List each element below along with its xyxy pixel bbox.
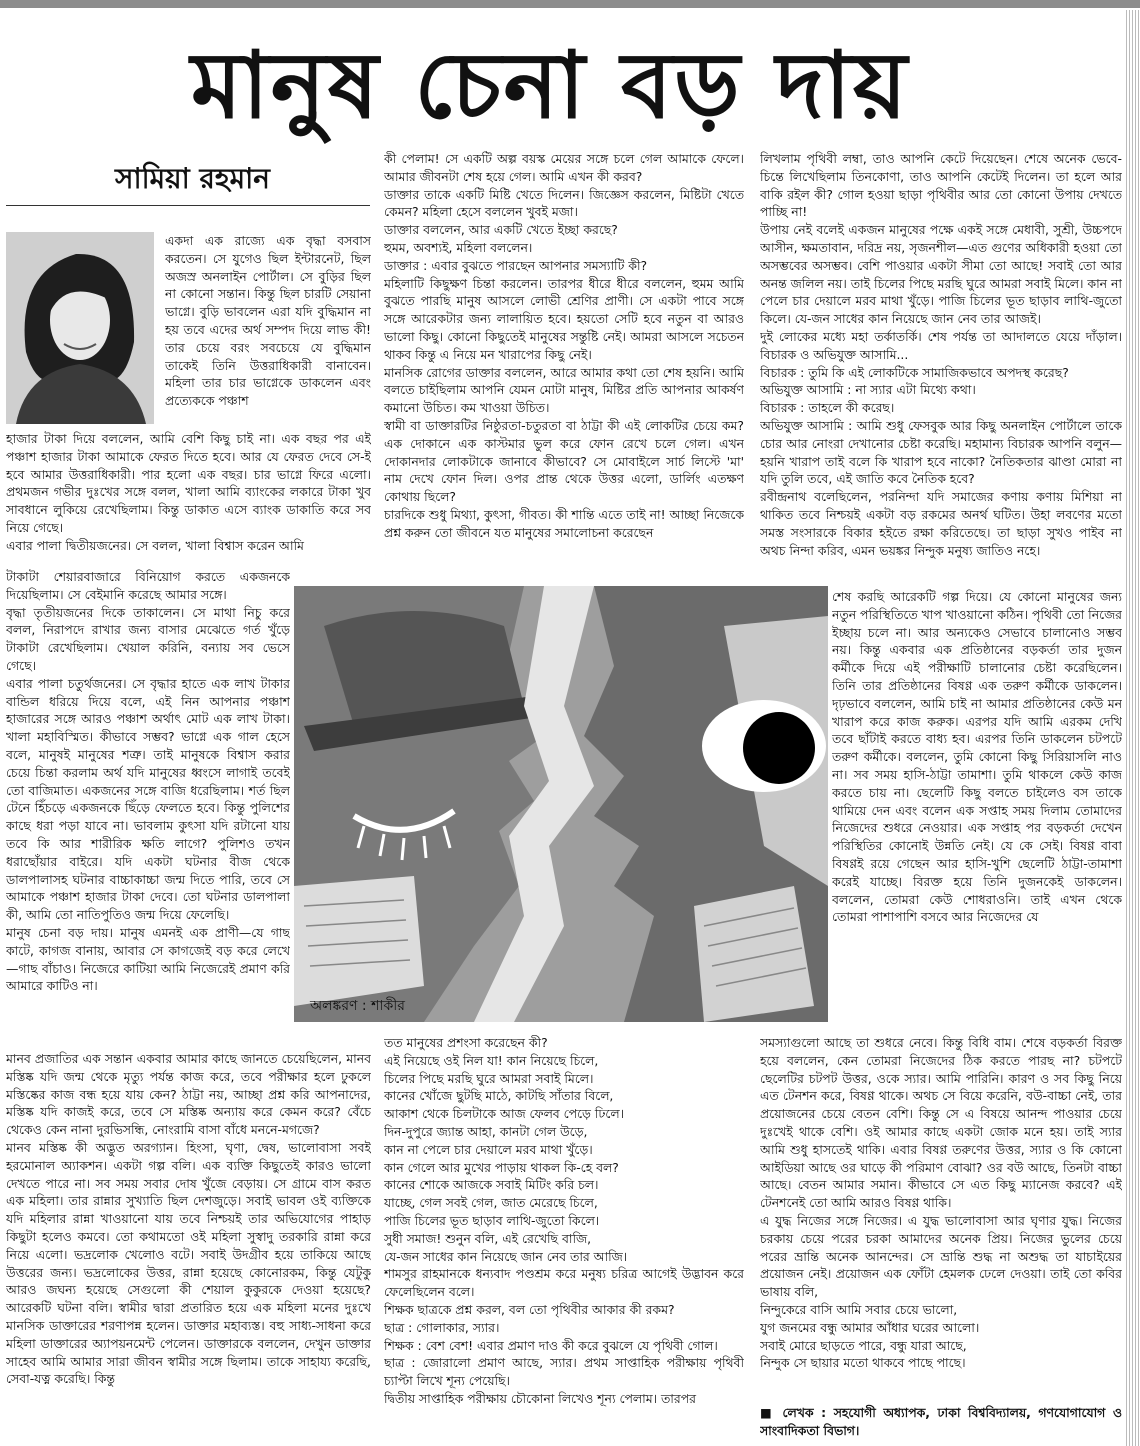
column-1-part-4: [6, 1050, 371, 1442]
column-2-bottom: [384, 1034, 744, 1442]
author-divider: [6, 205, 370, 206]
column-3-middle: [832, 588, 1122, 1034]
author-footnote: [760, 1404, 1122, 1444]
body-text: সমস্যাগুলো আছে তা শুধরে নেবে। কিন্তু বিধি বাম। শেষে বড়কর্তা বিরক্ত হয়ে বললেন, কেন তোমরা নিজেদের ঠিক করতে পারছ না? চটপটে ছেলেটির চটপট উত্তর, ওকে স্যার। আমি পারিনি। কারণ ও সব কিছু নিয়ে এত টেনশন করে, বিষণ্ণ থাকে। অথচ সে বিয়ে করেনি, বউ-বাচ্চা নেই, তার প্রয়োজনের চেয়ে বেতন বেশি। কিন্তু সে এ বিষয়ে আনন্দ পাওয়ার চেয়ে দুঃখেই থাকে বেশি। ওই আমার কাছে একটা জোক মনে হয়। তাই স্যার আমি শুধু হাসতেই থাকি। এবার বিষণ্ণ তরুণের উত্তর, স্যার ও কি কোনো আইডিয়া আছে ওর ঘাড়ে কী পরিমাণ বোঝা? ওর বউ আছে, তিনটা বাচ্চা আছে। বেতন আমার সমান। কীভাবে সে এত কিছু ম্যানেজ করবে? এই টেনশনেই তো আমি আরও বিষণ্ণ থাকি। এ যুদ্ধ নিজের সঙ্গে নিজের। এ যুদ্ধ ভালোবাসা আর ঘৃণার যুদ্ধ। নিজের চরকায় চেয়ে পরের চরকা আমাদের অনেক প্রিয়। নিজের ভুলের চেয়ে পরের ভ্রান্তি অনেক আনন্দের। সে ভ্রান্তি শুদ্ধ না অশুদ্ধ তা যাচাইয়ের প্রয়োজন নেই। প্রয়োজন এক ফোঁটা হেমলক ঢেলে দেওয়া। তাই তো কবির ভাষায় বলি, নিন্দুকেরে বাসি আমি সবার চেয়ে ভালো, যুগ জনমের বন্ধু আমার আঁধার ঘরের আলো। সবাই মোরে ছাড়তে পারে, বন্ধু যারা আছে, নিন্দুক সে ছায়ার মতো থাকবে পাছে পাছে।: [760, 1035, 1122, 1371]
column-1-part-3: [6, 568, 290, 1048]
author-name: সামিয়া রহমান: [114, 162, 271, 195]
author-designation: ■ লেখক : সহযোগী অধ্যাপক, ঢাকা বিশ্ববিদ্যালয়, গণযোগাযোগ ও সাংবাদিকতা বিভাগ।: [760, 1405, 1122, 1438]
body-text: কী পেলাম! সে একটি অল্প বয়স্ক মেয়ের সঙ্গে চলে গেল আমাকে ফেলে। আমার জীবনটা শেষ হয়ে গেল। আমি এখন কী করব? ডাক্তার তাকে একটি মিষ্টি খেতে দিলেন। জিজ্ঞেস করলেন, মিষ্টিটা খেতে কেমন? মহিলা হেসে বললেন খুবই মজা। ডাক্তার বললেন, আর একটি খেতে ইচ্ছা করছে? হুমম, অবশ্যই, মহিলা বললেন। ডাক্তার : এবার বুঝতে পারছেন আপনার সমস্যাটি কী? মহিলাটি কিছুক্ষণ চিন্তা করলেন। তারপর ধীরে ধীরে বললেন, হুমম আমি বুঝতে পারছি মানুষ আসলে লোভী শ্রেণির প্রাণী। সে একটা পাবে সঙ্গে সঙ্গে আরেকটার জন্য লালায়িত হবে। হয়তো সেটি হবে নতুন বা আরও ভালো কিছু। কোনো কিছুতেই মানুষের সন্তুষ্টি নেই। আমরা আসলে সচেতন থাকব কিন্তু এ নিয়ে মন খারাপের কিছু নেই। মানসিক রোগের ডাক্তার বললেন, আরে আমার কথা তো শেষ হয়নি। আমি বলতে চাইছিলাম আপনি যেমন মোটা মানুষ, মিষ্টির প্রতি আপনার আকর্ষণ কমানো উচিত। কম খাওয়া উচিত। স্বামী বা ডাক্তারটির নিষ্ঠুরতা-চতুরতা বা ঠাট্টা কী এই লোকটির চেয়ে কম? এক দোকানে এক কাস্টমার ভুল করে ফোন রেখে চলে গেল। এখন দোকানদার লোকটাকে জানাবে কীভাবে? সে মোবাইলে সার্চ লিস্টে 'মা' নাম দেখে ফোন দিল। ওপর প্রান্ত থেকে উত্তর এলো, ডার্লিং এতক্ষণ কোথায় ছিলে? চারদিকে শুধু মিথ্যা, কুৎসা, গীবত। কী শান্তি এতে তাই না! আচ্ছা নিজেকে প্রশ্ন করুন তো জীবনে যত মানুষের সমালোচনা করেছেন: [384, 151, 744, 540]
column-3-top: [760, 150, 1122, 586]
body-text: তত মানুষের প্রশংসা করেছেন কী? এই নিয়েছে ওই নিল যা! কান নিয়েছে চিলে, চিলের পিছে মরছি ঘুরে আমরা সবাই মিলে। কানের খোঁজে ছুটছি মাঠে, কাটছি সাঁতার বিলে, আকাশ থেকে চিলটাকে আজ ফেলব পেড়ে ঢিলে। দিন-দুপুরে জ্যান্ত আহা, কানটা গেল উড়ে, কান না পেলে চার দেয়ালে মরব মাথা খুঁড়ে। কান গেলে আর মুখের পাড়ায় থাকল কি-হে বল? কানের শোকে আজকে সবাই মিটিং করি চল। যাচ্ছে, গেল সবই গেল, জাত মেরেছে চিলে, পাজি চিলের ভূত ছাড়াব লাথি-জুতো কিলে। সুধী সমাজ! শুনুন বলি, এই রেখেছি বাজি, যে-জন সাধের কান নিয়েছে জান নেব তার আজি। শামসুর রাহমানকে ধন্যবাদ পণ্ডশ্রম করে মনুষ্য চরিত্র আগেই উদ্ভাবন করে ফেলেছিলেন বলে। শিক্ষক ছাত্রকে প্রশ্ন করল, বল তো পৃথিবীর আকার কী রকম? ছাত্র : গোলাকার, স্যার। শিক্ষক : বেশ বেশ! এবার প্রমাণ দাও কী করে বুঝলে যে পৃথিবী গোল। ছাত্র : জোরালো প্রমাণ আছে, স্যার। প্রথম সাপ্তাহিক পরীক্ষায় পৃথিবী চ্যাপ্টা লিখে শূন্য পেয়েছি। দ্বিতীয় সাপ্তাহিক পরীক্ষায় চৌকোনা লিখেও শূন্য পেলাম। তারপর: [384, 1035, 744, 1406]
column-1-intro: [165, 232, 371, 428]
author-portrait-icon: [6, 232, 154, 424]
column-2-top: [384, 150, 744, 580]
author-photo: [6, 232, 154, 424]
page-edge-hatching: [1126, 10, 1140, 1446]
headline: মানুষ চেনা বড় দায়: [190, 31, 910, 139]
two-faces-illustration-icon: [294, 586, 828, 1022]
body-text: লিখলাম পৃথিবী লম্বা, তাও আপনি কেটে দিয়েছেন। শেষে অনেক ভেবে-চিন্তে লিখেছিলাম তিনকোণা, তাও আপনি কেটেই দিলেন। তা হলে আর বাকি রইল কী? গোল হওয়া ছাড়া পৃথিবীর আর তো কোনো উপায় দেখতে পাচ্ছি না! উপায় নেই বলেই একজন মানুষের পক্ষে একই সঙ্গে মেধাবী, সুশ্রী, উচ্চপদে আসীন, ক্ষমতাবান, দরিদ্র নয়, সৃজনশীল—এত গুণের অধিকারী হওয়া তো অসম্ভবের অসম্ভব। বেশি পাওয়ার একটা সীমা তো আছে! সবাই তো আর অনন্ত জলিল নয়। তাই চিলের পিছে মরছি ঘুরে আমরা সবাই মিলে। কান না পেলে চার দেয়ালে মরব মাথা খুঁড়ে। পাজি চিলের ভূত ছাড়াব লাথি-জুতো কিলে। যে-জন সাধের কান নিয়েছে জান নেব তার আজই। দুই লোকের মধ্যে মহা তর্কাতর্কি। শেষ পর্যন্ত তা আদালতে যেয়ে দাঁড়াল। বিচারক ও অভিযুক্ত আসামি... বিচারক : তুমি কি এই লোকটিকে সামাজিকভাবে অপদস্থ করেছ? অভিযুক্ত আসামি : না স্যার এটা মিথ্যে কথা। বিচারক : তাহলে কী করেছ। অভিযুক্ত আসামি : আমি শুধু ফেসবুক আর কিছু অনলাইন পোর্টালে তাকে চোর আর নোংরা দেখানোর চেষ্টা করেছি। মহামান্য বিচারক আপনি বলুন— হয়নি খারাপ তাই বলে কি খারাপ হবে নাকো? নৈতিকতার ঝাণ্ডা মোরা না যদি তুলি তবে, এই জাতি কবে নৈতিক হবে? রবীন্দ্রনাথ বলেছিলেন, পরনিন্দা যদি সমাজের কণায় কণায় মিশিয়া না থাকিত তবে নিশ্চয়ই একটা বড় রকমের অনর্থ ঘটিত। উহা লবণের মতো সমস্ত সংসারকে বিকার হইতে রক্ষা করিতেছে। তা ছাড়া সুখও পাইব না অথচ নিন্দা করিব, এমন ভয়ঙ্কর নিন্দুক মনুষ্য জাতিও নহে।: [760, 151, 1122, 558]
body-text: টাকাটা শেয়ারবাজারে বিনিয়োগ করতে একজনকে দিয়েছিলাম। সে বেইমানি করেছে আমার সঙ্গে। বৃদ্ধা তৃতীয়জনের দিকে তাকালেন। সে মাথা নিচু করে বলল, নিরাপদে রাখার জন্য বাসার মেঝেতে গর্ত খুঁড়ে টাকাটা রেখেছিলাম। খেয়াল করিনি, বন্যায় সব ভেসে গেছে। এবার পালা চতুর্থজনের। সে বৃদ্ধার হাতে এক লাখ টাকার বান্ডিল ধরিয়ে দিয়ে বলে, এই নিন আপনার পঞ্চাশ হাজারের সঙ্গে আরও পঞ্চাশ অর্থাৎ মোট এক লাখ টাকা। খালা মহাবিস্মিত। কীভাবে সম্ভব? ভাগ্নে এক গাল হেসে বলে, মানুষই মানুষের শত্রু। তাই মানুষকে বিশ্বাস করার চেয়ে চিন্তা করলাম অর্থ যদি মানুষের ধ্বংসে লাগাই তবেই তো বাজিমাত। একজনের সঙ্গে বাজি ধরেছিলাম। শর্ত ছিল টেনে হিঁচড়ে একজনকে ছিঁড়ে ফেলতে হবে। কিন্তু পুলিশের কাছে ধরা পড়া যাবে না। ভাবলাম কুৎসা যদি রটানো যায় তবে কি আর শারীরিক ক্ষতি লাগে? পুলিশও তখন ধরাছোঁয়ার বাইরে। যদি একটা ঘটনার বীজ থেকে ডালপালাসহ ঘটনার বাচ্চাকাচ্চা জন্ম দিতে পারি, তবে সে আমাকে পঞ্চাশ হাজার টাকা দেবে। তো ঘটনার ডালপালা কী, আমি তো নাতিপুতিও জন্ম দিয়ে ফেলেছি। মানুষ চেনা বড় দায়। মানুষ এমনই এক প্রাণী—যে গাছ কাটে, কাগজ বানায়, আবার সে কাগজেই বড় করে লেখে—গাছ বাঁচাও। নিজেরে কাটিয়া আমি নিজেরেই প্রমাণ করি আমারে কাটিও না।: [6, 569, 290, 994]
body-text: শেষ করছি আরেকটি গল্প দিয়ে। যে কোনো মানুষের জন্য নতুন পরিস্থিতিতে খাপ খাওয়ানো কঠিন। পৃথিবী তো নিজের ইচ্ছায় চলে না। আর অন্যকেও সেভাবে চালানোও সম্ভব নয়। কিন্তু একবার এক প্রতিষ্ঠানের বড়কর্তা তার দুজন কর্মীকে দিয়ে এই পরীক্ষাটি চালানোর চেষ্টা করেছিলেন। তিনি তার প্রতিষ্ঠানের বিষণ্ণ এক তরুণ কর্মীকে ডাকলেন। দৃঢ়ভাবে বললেন, আমি চাই না আমার প্রতিষ্ঠানের কেউ মন খারাপ করে কাজ করুক। এরপর যদি আমি এরকম দেখি তবে ছাঁটাই করতে বাধ্য হব। এরপর তিনি ডাকলেন চটপটে তরুণ কর্মীকে। বললেন, তুমি কোনো কিছু সিরিয়াসলি নাও না। সব সময় হাসি-ঠাট্টা তামাশা। তুমি থাকলে কেউ কাজ করতে চায় না। ছেলেটি কিছু বলতে চাইলেও বস তাকে থামিয়ে দেন এবং বলেন এক সপ্তাহ সময় দিলাম তোমাদের নিজেদের শুধরে নেওয়ার। এক সপ্তাহ পর বড়কর্তা দেখেন পরিস্থিতির কোনোই উন্নতি নেই। যে কে সেই। বিষণ্ণ বাবা বিষণ্ণই রয়ে গেছেন আর হাসি-খুশি ছেলেটি ঠাট্টা-তামাশা করেই যাচ্ছে। বিরক্ত হয়ে তিনি দুজনকেই ডাকলেন। বললেন, তোমরা কেউ শোধরাওনি। তাই এখন থেকে তোমরা পাশাপাশি বসবে আর নিজেদের যে: [832, 589, 1122, 925]
illustration: [294, 586, 828, 1022]
body-text: হাজার টাকা দিয়ে বললেন, আমি বেশি কিছু চাই না। এক বছর পর এই পঞ্চাশ হাজার টাকা আমাকে ফেরত দিতে হবে। আর যে ফেরত দেবে সে-ই হবে আমার উত্তরাধিকারী। পার হলো এক বছর। চার ভাগ্নে ফিরে এলো। প্রথমজন গভীর দুঃখের সঙ্গে বলল, খালা আমি ব্যাংকের লকারে টাকা খুব সাবধানে লুকিয়ে রেখেছিলাম। কিন্তু ডাকাত এসে ব্যাংক ডাকাতি করে সব নিয়ে গেছে। এবার পালা দ্বিতীয়জনের। সে বলল, খালা বিশ্বাস করেন আমি: [6, 431, 371, 553]
illustration-credit: অলঙ্করণ : শাকীর: [310, 998, 405, 1014]
body-text: মানব প্রজাতির এক সন্তান একবার আমার কাছে জানতে চেয়েছিলেন, মানব মস্তিষ্ক যদি জন্ম থেকে মৃত্যু পর্যন্ত কাজ করে, তবে পরীক্ষার হলে ঢুকলে মস্তিষ্কের কাজ বন্ধ হয়ে যায় কেন? ঠাট্টা নয়, আচ্ছা প্রশ্ন করি আপনাদের, মস্তিষ্ক যদি কাজই করে, তবে সে মস্তিষ্ক অন্যায় করে কেমন করে? বেঁচে থেকেও কেন নানা দুরভিসন্ধি, নোংরামি বাসা বাঁধে মননে-মগজে? মানব মস্তিষ্ক কী অদ্ভুত অরগ্যান। হিংসা, ঘৃণা, দ্বেষ, ভালোবাসা সবই হরমোনাল অ্যাকশন। একটা গল্প বলি। এক ব্যক্তি কিছুতেই কারও ভালো দেখতে পারে না। সব সময় সবার দোষ খুঁজে বেড়ায়। সে গ্রামে বাস করত এক মহিলা। তার রান্নার সুখ্যাতি ছিল দেশজুড়ে। সবাই ভাবল ওই ব্যক্তিকে যদি মহিলার রান্না খাওয়ানো যায় তবে নিশ্চয়ই তার অভিযোগের পাহাড় কিছুটা হলেও কমবে। তো কথামতো ওই মহিলা সুস্বাদু তরকারি রান্না করে নিয়ে এলো। ভদ্রলোক খেলোও বটে। সবাই উদগ্রীব হয়ে তাকিয়ে আছে উত্তরের জন্য। ভদ্রলোকের উত্তর, রান্না হয়েছে কোনোরকম, কিন্তু যেটুকু আরও জঘন্য হয়েছে সেগুলো কী শেয়াল কুকুরকে দেওয়া হয়েছে? আরেকটি ঘটনা বলি। স্বামীর দ্বারা প্রতারিত হয়ে এক মহিলা মনের দুঃখে মানসিক ডাক্তারের শরণাপন্ন হলেন। ডাক্তার মহাব্যস্ত। বহু সাধ্য-সাধনা করে মহিলা ডাক্তারের অ্যাপয়নমেন্ট পেলেন। ডাক্তারকে বললেন, দেখুন ডাক্তার সাহেব আমি আমার সারা জীবন স্বামীর সঙ্গে ছিলাম। তাকে সাহায্য করেছি, সেবা-যত্ন করেছি। কিন্তু: [6, 1051, 371, 1387]
body-text: একদা এক রাজ্যে এক বৃদ্ধা বসবাস করতেন। সে যুগেও ছিল ইন্টারনেট, ছিল অজস্র অনলাইন পোর্টাল। সে বুড়ির ছিল না কোনো সন্তান। কিন্তু ছিল চারটি সেয়ানা ভাগ্নে। বুড়ি ভাবলেন এরা যদি বুদ্ধিমান না হয় তবে এদের অর্থ সম্পদ দিয়ে লাভ কী! তার চেয়ে বরং সবচেয়ে যে বুদ্ধিমান তাকেই তিনি উত্তরাধিকারী বানাবেন। মহিলা তার চার ভাগ্নেকে ডাকলেন এবং প্রত্যেককে পঞ্চাশ: [165, 233, 371, 409]
column-3-bottom: [760, 1034, 1122, 1406]
top-rule: [0, 0, 1140, 8]
column-1-part-2: [6, 430, 371, 566]
